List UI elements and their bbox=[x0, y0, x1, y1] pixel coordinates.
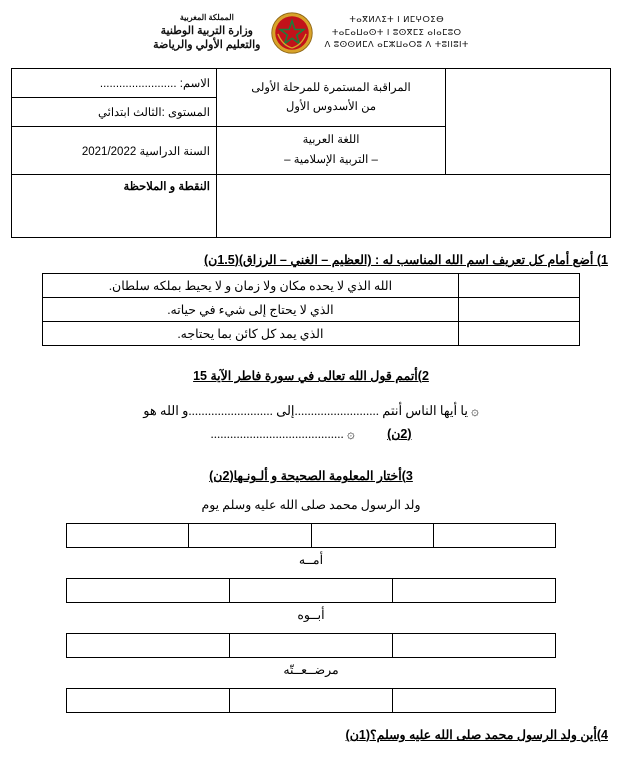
choice-cell[interactable] bbox=[67, 579, 230, 603]
kingdom-label: المملكة المغربية bbox=[179, 12, 234, 22]
subject-line-2: – التربية الإسلامية – bbox=[284, 153, 378, 166]
subject-cell bbox=[217, 127, 446, 175]
choice-cell[interactable] bbox=[393, 689, 556, 713]
table-row bbox=[43, 298, 580, 322]
question-3-label: 3)أختار المعلومة الصحيحة و ألـونـها(2ن) bbox=[209, 469, 413, 484]
question-2-text bbox=[14, 368, 608, 383]
choice-group-label: أمــه bbox=[298, 553, 324, 568]
ministry-heading-tifinagh bbox=[324, 14, 468, 52]
note-label: النقطة و الملاحظة bbox=[12, 175, 217, 238]
question-2-verse-line-1[interactable]: ۞ يا أيها الناس أنتم ..........................إلى ..........................و الله هو bbox=[143, 403, 479, 419]
question-4-text bbox=[14, 727, 608, 742]
answer-blank-cell[interactable] bbox=[459, 274, 580, 298]
question-3-choice-group-2 bbox=[8, 578, 614, 623]
note-write-area[interactable] bbox=[217, 175, 611, 238]
answer-blank-cell[interactable] bbox=[459, 298, 580, 322]
definition-cell: الله الذي لا يحده مكان ولا زمان و لا يحيط بملكه سلطان. bbox=[43, 274, 459, 298]
school-year-field: السنة الدراسية 2021/2022 bbox=[12, 127, 217, 175]
table-row bbox=[43, 322, 580, 346]
question-3-text bbox=[14, 468, 608, 483]
choice-cell[interactable] bbox=[67, 689, 230, 713]
subject-line-1: اللغة العربية bbox=[302, 134, 360, 146]
choice-cell[interactable] bbox=[230, 634, 393, 658]
question-1-label: 1) أضع أمام كل تعريف اسم الله المناسب له : (العظيم – الغني – الرزاق)(1.5ن) bbox=[203, 253, 608, 268]
question-4-label: 4)أين ولد الرسول محمد صلى الله عليه وسلم؟(1ن) bbox=[345, 728, 608, 743]
question-3-choice-group-3 bbox=[8, 633, 614, 678]
choice-cell[interactable] bbox=[393, 579, 556, 603]
question-2-verse-row bbox=[8, 426, 614, 442]
definition-cell: الذي لا يحتاج إلى شيء في حياته. bbox=[43, 298, 459, 322]
choice-group-label: مرضــعــتّه bbox=[283, 663, 339, 678]
choice-cell[interactable] bbox=[67, 634, 230, 658]
question-3-choice-group-4 bbox=[8, 688, 614, 713]
student-name-field[interactable]: الاسم: ........................ bbox=[12, 69, 217, 98]
table-row bbox=[43, 274, 580, 298]
choice-cell[interactable] bbox=[189, 524, 311, 548]
choice-cell[interactable] bbox=[433, 524, 555, 548]
table-row bbox=[67, 634, 556, 658]
document-header bbox=[8, 0, 614, 62]
choice-cell[interactable] bbox=[230, 689, 393, 713]
definition-cell: الذي يمد كل كائن بما يحتاجه. bbox=[43, 322, 459, 346]
table-row bbox=[12, 69, 611, 98]
question-3-choice-group-1 bbox=[8, 523, 614, 568]
choice-cell[interactable] bbox=[311, 524, 433, 548]
tifinagh-line-1: ⵜⴰⴳⵍⴷⵉⵜ ⵏ ⵍⵎⵖⵔⵉⴱ bbox=[349, 14, 445, 25]
identity-table bbox=[11, 68, 611, 238]
table-row bbox=[12, 175, 611, 238]
department-label: والتعليم الأولي والرياضة bbox=[153, 39, 261, 52]
question-1-answer-table bbox=[42, 273, 580, 346]
exam-title-line-2: من الأسدوس الأول bbox=[286, 100, 376, 113]
choice-cell[interactable] bbox=[230, 579, 393, 603]
choice-grid bbox=[66, 578, 556, 603]
choice-grid bbox=[66, 523, 556, 548]
question-2-verse-line-2[interactable]: ۞ ......................................... bbox=[210, 426, 355, 442]
choice-group-label: أبــوه bbox=[297, 608, 325, 623]
empty-left-cell bbox=[446, 69, 611, 175]
tifinagh-line-3: ⴷ ⵓⵙⵙⵍⵎⴷ ⴰⵎⵣⵡⴰⵔⵓ ⴷ ⵜⵓⵏⵏⵓⵏⵜ bbox=[324, 40, 469, 51]
table-row bbox=[67, 689, 556, 713]
morocco-emblem-icon bbox=[270, 11, 314, 55]
choice-grid bbox=[66, 688, 556, 713]
table-row bbox=[67, 579, 556, 603]
question-2-label: 2)أتمم قول الله تعالى في سورة فاطر الآية 15 bbox=[193, 369, 429, 384]
choice-grid bbox=[66, 633, 556, 658]
choice-cell[interactable] bbox=[67, 524, 189, 548]
question-1-text bbox=[14, 252, 608, 267]
question-3-stem: ولد الرسول محمد صلى الله عليه وسلم يوم bbox=[201, 498, 421, 513]
tifinagh-line-2: ⵜⴰⵎⴰⵡⴰⵙⵜ ⵏ ⵓⵙⴳⵎⵉ ⴰⵏⴰⵎⵓⵔ bbox=[331, 27, 462, 38]
choice-cell[interactable] bbox=[393, 634, 556, 658]
table-row bbox=[67, 524, 556, 548]
level-field: المستوى :الثالث ابتدائي bbox=[12, 98, 217, 127]
answer-blank-cell[interactable] bbox=[459, 322, 580, 346]
question-2-points: (2ن) bbox=[387, 427, 412, 442]
ministry-heading-arabic bbox=[153, 13, 260, 53]
ministry-label: وزارة التربية الوطنية bbox=[160, 24, 253, 37]
exam-title-line-1: المراقبة المستمرة للمرحلة الأولى bbox=[251, 82, 411, 95]
exam-title-cell bbox=[217, 69, 446, 127]
